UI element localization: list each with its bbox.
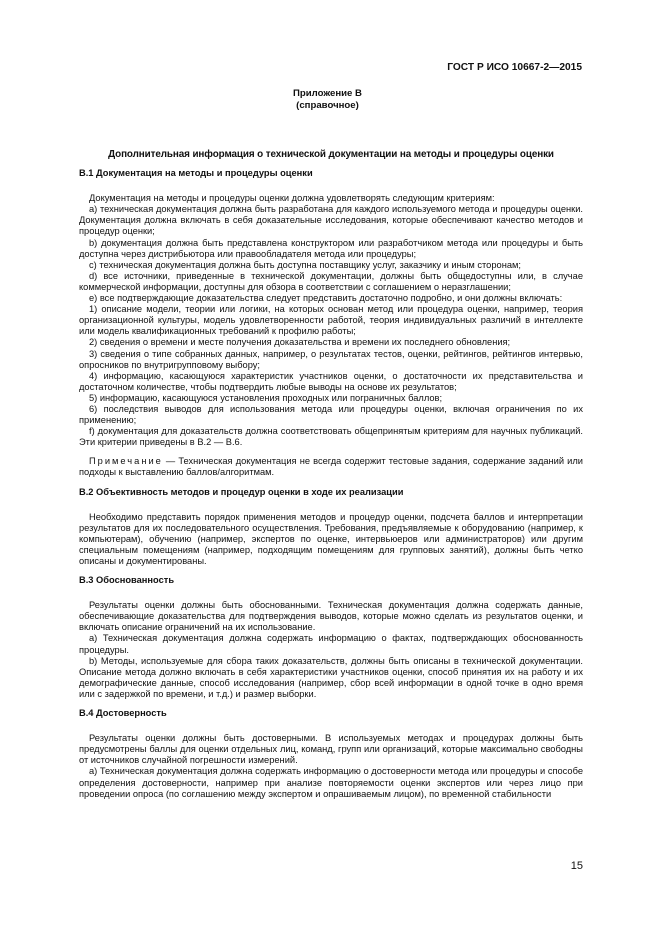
list-item: 3) сведения о типе собранных данных, например, о результатах тестов, оценки, рейтингов, рейтингов интервью, опросников по внутригрупповому выбору; (79, 348, 583, 370)
appendix-title: Приложение В (293, 88, 362, 99)
paragraph: Документация на методы и процедуры оценки должна удовлетворять следующим критериям: (89, 193, 495, 204)
page-number: 15 (570, 860, 583, 872)
list-item: c) техническая документация должна быть доступна поставщику услуг, заказчику и иным сторонам; (89, 259, 521, 270)
list-item: b) документация должна быть представлена конструктором или разработчиком метода или процедуры и быть доступна через дистрибьютора или правообладателя метода или процедуры; (79, 237, 583, 259)
note-text: — Техническая документация не всегда содержит тестовые задания, содержание заданий или подходы к выставлению баллов/алгоритмам. (79, 456, 583, 478)
section-b2-heading: В.2 Объективность методов и процедур оценки в ходе их реализации (79, 486, 404, 497)
list-item: 2) сведения о времени и месте получения доказательства и времени их последнего обновления; (89, 337, 511, 348)
paragraph: Результаты оценки должны быть обоснованными. Техническая документация должна содержать данные, обеспечивающие доказательства для подтверждения выводов, которые можно сделать из результатов оценки, и включать описание ограничений на их использование. (79, 600, 583, 633)
appendix-subtitle: (справочное) (296, 100, 359, 111)
list-item: 1) описание модели, теории или логики, на которых основан метод или процедура оценки, например, теория организационной культуры, модель удовлетворенности работой, теория индивидуальных различий в интеллекте или модель квалификационных требований к профилю работы; (79, 304, 583, 337)
list-item: a) Техническая документация должна содержать информацию о фактах, подтверждающих обоснованность процедуры. (79, 633, 583, 655)
paragraph: Результаты оценки должны быть достоверными. В используемых методах и процедурах должны быть предусмотрены баллы для оценки отдельных лиц, команд, групп или организаций, которые максимально свободны от источников случайной погрешности измерений. (79, 733, 583, 766)
list-item: 4) информацию, касающуюся характеристик участников оценки, о достаточности их представительства и достаточном количестве, чтобы подтвердить любые выводы на основе их результатов; (79, 370, 583, 392)
list-item: d) все источники, приведенные в технической документации, должны быть общедоступны или, в случае коммерческой информации, доступны для обзора в соответствии с соглашением о неразглашении; (79, 270, 583, 292)
document-body (79, 149, 583, 800)
note-label: Примечание (89, 456, 163, 467)
list-item: f) документация для доказательств должна соответствовать общепринятым критериям для научных публикаций. Эти критерии приведены в В.2 — В.6. (79, 426, 583, 448)
note (79, 456, 583, 478)
list-item: a) Техническая документация должна содержать информацию о достоверности метода или процедуры и способе определения достоверности, например при анализе повторяемости оценки экспертов или через лицо при проведении опроса (по соглашению между экспертом и опрашиваемым лицом), по временной стабильности (79, 766, 583, 799)
appendix-heading (0, 88, 661, 112)
document-code: ГОСТ Р ИСО 10667-2—2015 (447, 62, 582, 73)
section-b3-heading: В.3 Обоснованность (79, 575, 175, 586)
list-item: a) техническая документация должна быть разработана для каждого используемого метода и процедуры оценки. Документация должна включать в себя доказательные исследования, которые обеспечивают качество методов и процедур оценки; (79, 204, 583, 237)
list-item: 6) последствия выводов для использования метода или процедуры оценки, включая ограничения по их применению; (79, 403, 583, 426)
main-title: Дополнительная информация о технической документации на методы и процедуры оценки (108, 149, 554, 160)
list-item: 5) информацию, касающуюся установления проходных или пограничных баллов; (89, 392, 443, 403)
section-b4-heading: В.4 Достоверность (79, 708, 167, 719)
section-b1-heading: В.1 Документация на методы и процедуры оценки (79, 168, 313, 179)
list-item: b) Методы, используемые для сбора таких доказательств, должны быть описаны в технической документации. Описание метода должно включать в себя характеристики участников оценки, способ принятия их на работу и их демографические данные, способ исследования (например, сбор всей информации в одной точке в одно время или с задержкой по времени, и т.д.) и размер выборки. (79, 655, 583, 699)
list-item: e) все подтверждающие доказательства следует представить достаточно подробно, и они должны включать: (89, 293, 563, 304)
paragraph: Необходимо представить порядок применения методов и процедур оценки, подсчета баллов и интерпретации результатов для их последовательного осуществления. Требования, предъявляемые к оборудованию (например, к компьютерам), обучению (например, экспертов по оценке, интервьюеров или администраторов) или другим специальным помещениям (например, подходящим помещениям для групповых занятий), должны быть четко описаны и документированы. (79, 511, 583, 566)
